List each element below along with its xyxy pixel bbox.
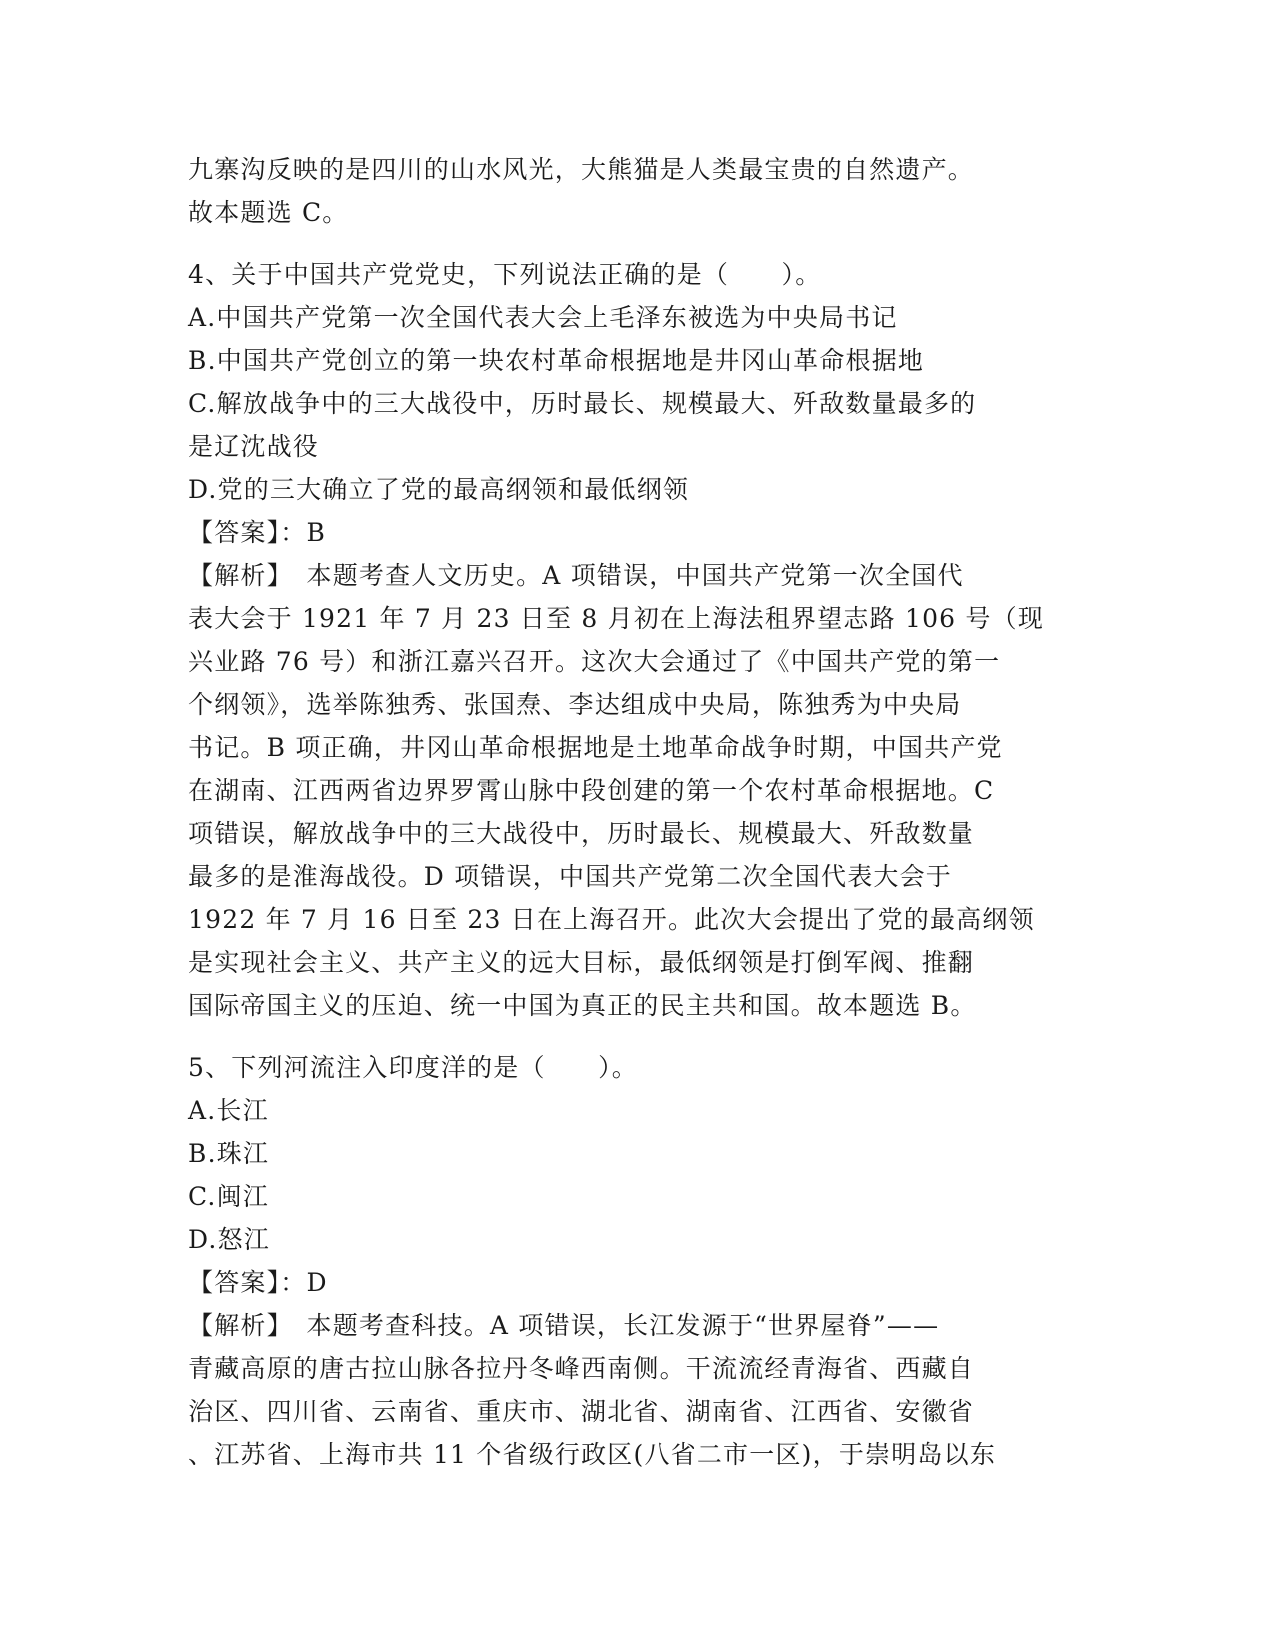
question-4-option-c-cont: 是辽沈战役 (188, 432, 320, 461)
text-line: 兴业路 76 号）和浙江嘉兴召开。这次大会通过了《中国共产党的第一 (188, 647, 1001, 676)
text-line: 是实现社会主义、共产主义的远大目标，最低纲领是打倒军阀、推翻 (188, 948, 975, 977)
question-5-answer: 【答案】：D (188, 1268, 328, 1297)
text-line: 故本题选 C。 (188, 198, 349, 227)
text-line: 在湖南、江西两省边界罗霄山脉中段创建的第一个农村革命根据地。C (188, 776, 995, 805)
text-line: 治区、四川省、云南省、重庆市、湖北省、湖南省、江西省、安徽省 (188, 1397, 975, 1426)
question-5-analysis: 【解析】 本题考查科技。A 项错误，长江发源于“世界屋脊”—— (188, 1311, 940, 1340)
question-4-option-a: A.中国共产党第一次全国代表大会上毛泽东被选为中央局书记 (188, 303, 898, 332)
question-5-option-d: D.怒江 (188, 1225, 270, 1254)
question-4-analysis: 【解析】 本题考查人文历史。A 项错误，中国共产党第一次全国代 (188, 561, 964, 590)
paragraph-gap (188, 234, 1088, 253)
paragraph-gap (188, 1027, 1088, 1046)
text-line: 、江苏省、上海市共 11 个省级行政区(八省二市一区)，于崇明岛以东 (188, 1440, 997, 1469)
text-line: 九寨沟反映的是四川的山水风光，大熊猫是人类最宝贵的自然遗产。 (188, 155, 975, 184)
question-5-option-a: A.长江 (188, 1096, 269, 1125)
question-5-stem: 5、下列河流注入印度洋的是（ ）。 (188, 1053, 639, 1082)
text-line: 国际帝国主义的压迫、统一中国为真正的民主共和国。故本题选 B。 (188, 991, 977, 1020)
question-4-stem: 4、关于中国共产党党史，下列说法正确的是（ ）。 (188, 260, 822, 289)
text-line: 1922 年 7 月 16 日至 23 日在上海召开。此次大会提出了党的最高纲领 (188, 905, 1035, 934)
question-4-option-c: C.解放战争中的三大战役中，历时最长、规模最大、歼敌数量最多的 (188, 389, 977, 418)
question-5-option-c: C.闽江 (188, 1182, 269, 1211)
question-4-option-b: B.中国共产党创立的第一块农村革命根据地是井冈山革命根据地 (188, 346, 925, 375)
text-line: 个纲领》，选举陈独秀、张国焘、李达组成中央局，陈独秀为中央局 (188, 690, 962, 719)
text-line: 书记。B 项正确，井冈山革命根据地是土地革命战争时期，中国共产党 (188, 733, 1003, 762)
text-line: 表大会于 1921 年 7 月 23 日至 8 月初在上海法租界望志路 106 号（现 (188, 604, 1045, 633)
text-line: 最多的是淮海战役。D 项错误，中国共产党第二次全国代表大会于 (188, 862, 952, 891)
question-4-option-d: D.党的三大确立了党的最高纲领和最低纲领 (188, 475, 690, 504)
document-body (188, 148, 1088, 1476)
question-4-answer: 【答案】：B (188, 518, 327, 547)
text-line: 项错误，解放战争中的三大战役中，历时最长、规模最大、歼敌数量 (188, 819, 975, 848)
question-5-option-b: B.珠江 (188, 1139, 270, 1168)
text-line: 青藏高原的唐古拉山脉各拉丹冬峰西南侧。干流流经青海省、西藏自 (188, 1354, 975, 1383)
